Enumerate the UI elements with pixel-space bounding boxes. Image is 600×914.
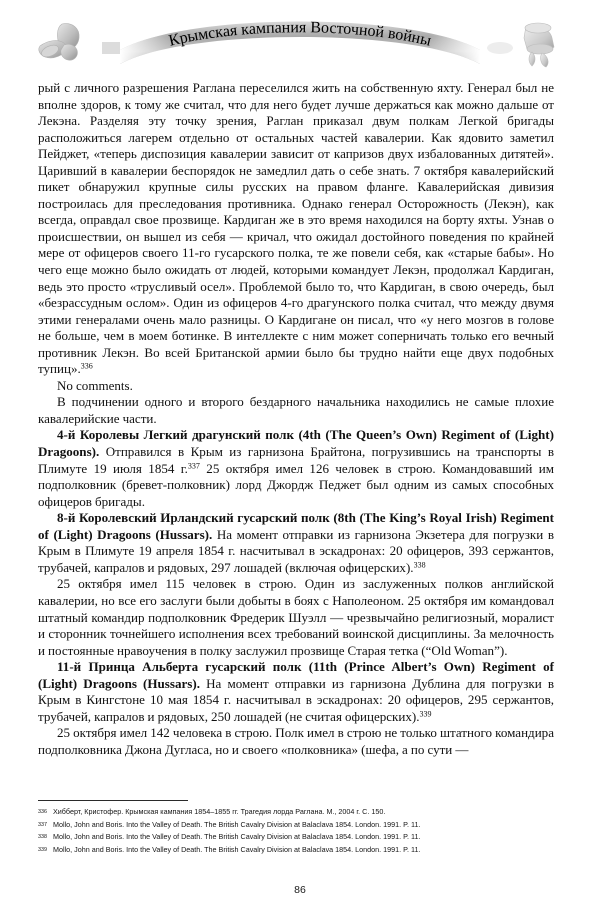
paragraph-text: 25 октября имел 142 человека в строю. Полк имел в строю не только штатного командира подполковника Джона Дугласа, но и своего «полковника» (шефа, а по сути — [38,725,554,757]
footnote-item [38,806,554,819]
paragraph-text: 25 октября имел 115 человек в строю. Один из заслуженных полков английской кавалерии, но все его заслуги были добыты в боях с Наполеоном. 25 октября им командовал штатный командир подполковник Фредерик Шуэлл — чрезвычайно религиозный, моралист и сторонник точнейшего исполнения всех требований воинской дисциплины. За мелочность и постоянные нравоучения в полку заслужил прозвище Старая тетка (“Old Woman”). [38,576,554,658]
paragraph-text: В подчинении одного и второго бездарного начальника находились не самые плохие кавалерийские части. [38,394,554,426]
page-header [0,0,600,78]
footnote-reference: 339 [419,709,432,719]
paragraph-text: 25 октября имел 126 человек в строю. Командовавший им подполковник (бревет-полковник) лорд Джордж Педжет был одним из самых способных офицеров бригады. [38,460,554,509]
paragraph-text: На момент отправки из гарнизона Дублина для погрузки в Крым в Кингстоне 10 мая 1854 г. насчитывал в эскадронах: 20 офицеров, 295 сержантов, трубачей, капралов и рядовых, 250 лошадей (не считая офицерских). [38,675,554,724]
par-continued [38,80,554,378]
footnote-text: Mollo, John and Boris. Into the Valley of Death. The British Cavalry Division at Balaclava 1854. London. 1991. P. 11. [53,844,421,854]
par-subordination [38,394,554,427]
page-number: 86 [294,884,306,896]
regiment-heading: 8-й Королевский Ирландский гусарский полк (8th (The King’s Royal Irish) Regiment of (Light) Dragoons (Hussars). [38,510,554,542]
par-8th-kings-royal-irish [38,510,554,576]
footnote-reference: 337 [187,461,200,471]
ribbon-shape [118,14,482,72]
body-text-column [38,80,554,758]
footnote-text: Mollo, John and Boris. Into the Valley of Death. The British Cavalry Division at Balaclava 1854. London. 1991. P. 11. [53,832,421,842]
footnote-text: Хибберт, Кристофер. Крымская кампания 1854–1855 гг. Трагедия лорда Раглана. М., 2004 г. С. 150. [53,807,386,816]
footnote-list [38,806,554,856]
par-4th-queens-own [38,427,554,510]
footnote-number: 337 [38,821,47,828]
footnote-item [38,819,554,832]
footnote-number: 336 [38,809,47,815]
paragraph-text: рый с личного разрешения Раглана переселился жить на собственную яхту. Генерал был не вполне здоров, к тому же считал, что для него будет лучше держаться как можно дальше от Лекэна. Разделяя эту точку зрения, Раглан приказал двум полкам Легкой бригады расположиться лагерем отдельно от остальных частей кавалерии. Как ядовито заметил Пейджет, «теперь диспозиция кавалерии зависит от капризов двух избалованных дитятей». Царивший в кавалерии беспорядок не замедлил дать о себе знать. 7 октября кавалерийский пикет обнаружил крупные силы русских на правом фланге. Кавалерийская дивизия построилась для преследования противника. Однако генерал Осторожность (Лекэн), как всегда, оправдал свое прозвище. Кардиган же в это время находился на борту яхты. Узнав о происшествии, он вышел из себя — кричал, что ожидал достойного поведения по крайней мере от офицеров своего 11-го гусарского полка, те же повели себя, как «старые бабы». Но чего еще можно было ожидать от людей, которыми командует Лекэн, продолжал Кардиган, ведь это просто «трусливый осел». Проблемой было то, что Кардиган, в свою очередь, был «безрассудным ослом». Один из офицеров 4-го драгунского полка считал, что между двумя этими генералами очень мало разницы. О Кардигане он писал, что «у него мозгов в голове не больше, чем в моем ботинке. В интеллекте с ним может соперничать только его вечный противник Лекэн. Во всей Британской армии было бы трудно найти еще двух подобных тупиц». [38,80,554,377]
drum-ornament-icon [486,18,578,72]
footnote-item [38,844,554,857]
cannon-drum-ornament-icon [28,18,120,72]
footnote-item [38,831,554,844]
par-11th-prince-alberts-own [38,659,554,725]
footnote-reference: 336 [80,361,93,371]
paragraph-text: На момент отправки из гарнизона Экзетера для погрузки в Крым в Плимуте 19 апреля 1854 г. насчитывал в эскадронах: 20 офицеров, 393 сержантов, трубачей, капралов и рядовых, 297 лошадей (включая офицерских). [38,526,554,575]
paragraph-text: Отправился в Крым из гарнизона Брайтона, погрузившись на транспорты в Плимуте 19 июля 1854 г. [38,444,554,476]
par-11th-continued [38,725,554,758]
header-ribbon [118,14,482,72]
footnote-separator-rule [38,800,188,801]
footnote-reference: 338 [413,560,426,570]
par-no-comments [38,378,554,395]
header-banner-title: Крымская кампания Восточной войны [167,19,433,50]
footnote-number: 338 [38,834,47,841]
footnote-text: Mollo, John and Boris. Into the Valley of Death. The British Cavalry Division at Balaclava 1854. London. 1991. P. 11. [53,819,421,829]
regiment-heading: 11-й Принца Альберта гусарский полк (11th (Prince Albert’s Own) Regiment of (Light) Dragoons (Hussars). [38,659,554,691]
footnote-number: 339 [38,846,47,853]
paragraph-text: No comments. [57,377,133,393]
regiment-heading: 4-й Королевы Легкий драгунский полк (4th (The Queen’s Own) Regiment of (Light) Dragoons). [38,427,554,460]
par-8th-continued [38,576,554,659]
